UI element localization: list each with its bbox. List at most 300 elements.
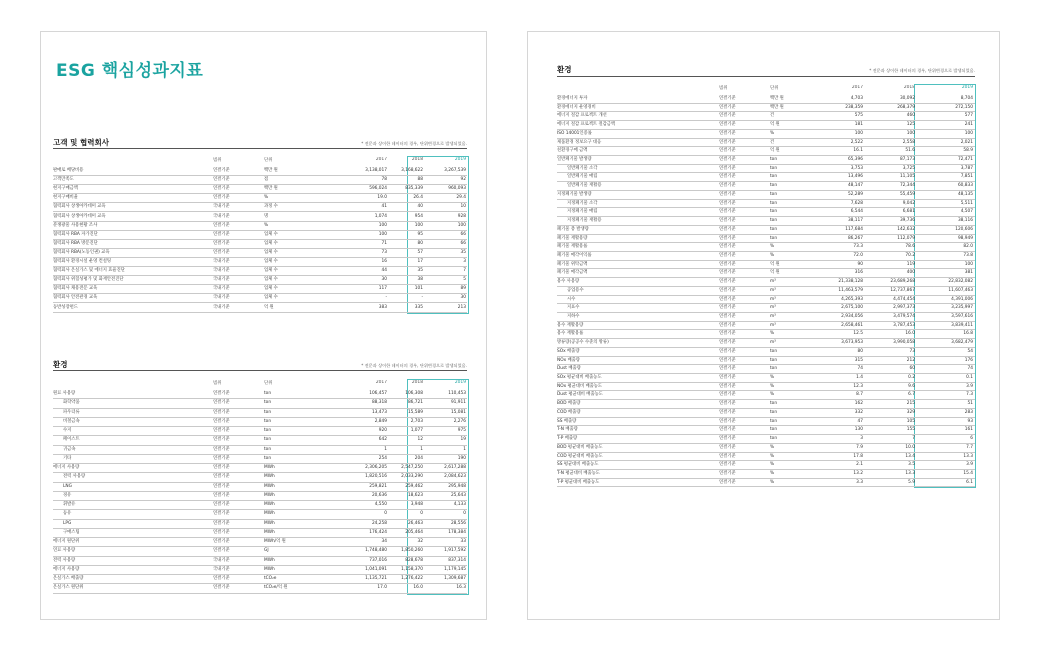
row-value-2017: 596,024 bbox=[369, 186, 387, 192]
table-row bbox=[557, 391, 975, 400]
row-label: ISO 14001인증률 bbox=[557, 130, 592, 136]
header-scope: 범위 bbox=[719, 86, 728, 91]
row-value-2018: 335 bbox=[414, 304, 423, 310]
row-scope: 연결기준 bbox=[719, 226, 736, 232]
row-label: 폐기물 위탁금액 bbox=[557, 261, 588, 267]
row-value-2018: 57 bbox=[417, 249, 423, 255]
row-unit: 백만 원 bbox=[770, 104, 784, 110]
row-label: 환경에너지 투자 bbox=[557, 96, 588, 101]
row-scope: 연결기준 bbox=[213, 428, 230, 433]
row-label: 온실가스 배출량 bbox=[53, 576, 84, 581]
row-value-2017: 332 bbox=[854, 409, 863, 415]
header-2019: 2019 bbox=[961, 85, 973, 90]
row-scope: 연결기준 bbox=[719, 113, 736, 119]
row-unit: ton bbox=[770, 427, 778, 433]
row-value-2019: 92 bbox=[460, 177, 466, 183]
row-value-2018: 78.6 bbox=[905, 244, 915, 250]
row-scope: 연결기준 bbox=[213, 455, 230, 461]
row-unit: MWh bbox=[264, 557, 275, 563]
row-value-2018: 3,168,622 bbox=[401, 168, 423, 173]
row-scope: 연결기준 bbox=[719, 444, 736, 450]
row-unit: 명 bbox=[264, 213, 269, 219]
row-scope: 연결기준 bbox=[719, 470, 736, 476]
row-value-2019: 3,839,411 bbox=[951, 322, 973, 328]
row-value-2019: 5 bbox=[463, 277, 466, 283]
row-value-2017: 2,522 bbox=[850, 139, 863, 145]
table-row bbox=[557, 348, 975, 357]
row-value-2018: 7 bbox=[912, 436, 915, 442]
row-value-2017: - bbox=[385, 295, 387, 301]
row-value-2017: 86,267 bbox=[847, 235, 863, 241]
row-unit: 업체 수 bbox=[264, 268, 278, 274]
row-value-2019: 2,276 bbox=[453, 418, 466, 424]
row-value-2019: 98,949 bbox=[957, 235, 973, 241]
row-value-2018: 3,479,574 bbox=[893, 314, 915, 319]
row-value-2018: 400 bbox=[906, 270, 915, 276]
row-label: T-N 평균대비 배출농도 bbox=[557, 470, 600, 476]
table-row bbox=[53, 203, 467, 212]
row-value-2018: 73 bbox=[909, 348, 915, 354]
row-value-2018: 105 bbox=[906, 418, 915, 424]
row-label: COD 평균대비 배출농도 bbox=[557, 453, 603, 459]
table-row bbox=[53, 520, 467, 529]
row-scope: 국내기준 bbox=[213, 557, 230, 563]
row-unit: % bbox=[770, 383, 775, 389]
row-value-2019: 7.3 bbox=[966, 392, 973, 398]
row-value-2018: 80 bbox=[417, 240, 423, 246]
row-value-2017: 3,673,953 bbox=[841, 340, 863, 346]
row-scope: 연결기준 bbox=[719, 287, 736, 293]
row-label: T-P 배출량 bbox=[557, 436, 578, 442]
row-scope: 연결기준 bbox=[719, 331, 736, 337]
row-value-2019: 381 bbox=[964, 270, 973, 276]
row-value-2018: 6,681 bbox=[902, 209, 915, 215]
row-unit: 백만 원 bbox=[770, 96, 784, 101]
row-value-2017: 100 bbox=[854, 130, 863, 136]
row-value-2019: 66 bbox=[460, 240, 466, 246]
row-value-2019: 1,309,687 bbox=[444, 576, 466, 581]
row-label: 기타 bbox=[63, 455, 72, 461]
section-note: * 전문과 상이한 데이터의 경우, 단위변경으로 발생되었음. bbox=[869, 68, 975, 73]
row-value-2019: 4,507 bbox=[960, 209, 973, 215]
row-unit: MWh bbox=[264, 474, 275, 480]
row-value-2019: 16.3 bbox=[456, 585, 466, 591]
row-unit: % bbox=[770, 479, 775, 485]
row-value-2018: 112,079 bbox=[897, 235, 915, 241]
row-scope: 국내기준 bbox=[213, 295, 230, 301]
row-value-2017: 2,658,461 bbox=[841, 322, 863, 328]
row-label: Dust 배출량 bbox=[557, 366, 581, 372]
row-value-2017: 38,117 bbox=[847, 218, 863, 224]
row-unit: % bbox=[770, 375, 775, 381]
row-unit: 점 bbox=[264, 177, 269, 183]
table-row bbox=[557, 409, 975, 418]
row-value-2017: 19.0 bbox=[377, 195, 387, 201]
row-scope: 연결기준 bbox=[719, 157, 736, 163]
table-row bbox=[53, 418, 467, 427]
row-value-2019: 1,917,592 bbox=[444, 548, 466, 554]
header-2017: 2017 bbox=[375, 157, 387, 162]
row-value-2017: 1 bbox=[384, 446, 387, 452]
header-2018: 2018 bbox=[411, 157, 423, 162]
row-value-2019: 30 bbox=[460, 295, 466, 301]
row-value-2017: 100 bbox=[378, 222, 387, 228]
table-row bbox=[557, 339, 975, 348]
row-value-2019: 120,606 bbox=[955, 226, 973, 232]
row-value-2018: 205,464 bbox=[405, 529, 423, 535]
row-value-2018: 11,105 bbox=[899, 174, 915, 180]
row-label: 원료 사용량 bbox=[53, 391, 76, 396]
row-value-2019: 2,084,623 bbox=[444, 474, 466, 480]
row-label: 등유 bbox=[63, 511, 72, 517]
row-scope: 연결기준 bbox=[213, 177, 230, 183]
table-row bbox=[53, 575, 467, 584]
row-scope: 국내기준 bbox=[213, 268, 230, 274]
row-value-2019: 91,911 bbox=[450, 400, 466, 406]
row-value-2017: 3.3 bbox=[856, 479, 863, 485]
row-value-2017: 2.1 bbox=[856, 462, 863, 468]
table-row bbox=[53, 231, 467, 240]
row-unit: ton bbox=[770, 191, 778, 197]
row-value-2017: 4,265,393 bbox=[841, 296, 863, 302]
row-label: 전력 사용량 bbox=[63, 474, 86, 480]
header-scope: 범위 bbox=[213, 158, 222, 163]
row-label: 경유 bbox=[63, 492, 72, 498]
row-scope: 연결기준 bbox=[719, 165, 736, 171]
row-scope: 연결기준 bbox=[719, 418, 736, 424]
header-2019: 2019 bbox=[454, 380, 466, 385]
row-label: 파우더류 bbox=[63, 409, 80, 415]
row-value-2018: 3.5 bbox=[908, 462, 915, 468]
row-value-2019: 19 bbox=[460, 437, 466, 443]
header-2018: 2018 bbox=[411, 380, 423, 385]
row-value-2018: 119 bbox=[906, 261, 915, 267]
table-row bbox=[53, 409, 467, 418]
row-value-2018: 13.4 bbox=[905, 453, 915, 459]
row-scope: 연결기준 bbox=[719, 436, 736, 442]
row-label: 일반폐기물 재활용 bbox=[567, 183, 602, 189]
row-value-2018: 212 bbox=[906, 357, 915, 363]
row-scope: 연결기준 bbox=[213, 492, 230, 498]
row-label: BOD 평균대비 배출농도 bbox=[557, 444, 603, 450]
row-label: 협력회사 RBA 방문진단 bbox=[53, 240, 98, 246]
row-value-2018: 5.9 bbox=[908, 479, 915, 485]
row-value-2019: 29.4 bbox=[456, 195, 466, 201]
row-scope: 연결기준 bbox=[719, 270, 736, 276]
row-scope: 연결기준 bbox=[719, 148, 736, 154]
row-unit: MWh/억 원 bbox=[264, 539, 286, 544]
row-value-2018: 100 bbox=[906, 130, 915, 136]
row-value-2019: 74 bbox=[967, 366, 973, 372]
row-value-2019: 4,133 bbox=[453, 502, 466, 507]
row-value-2019: 241 bbox=[964, 122, 973, 128]
report-page-right bbox=[527, 31, 1000, 620]
row-value-2017: 74 bbox=[857, 366, 863, 372]
row-unit: 과정 수 bbox=[264, 204, 278, 210]
row-scope: 연결기준 bbox=[213, 409, 230, 415]
row-value-2017: 1,748,480 bbox=[365, 548, 387, 554]
report-page-left bbox=[40, 31, 487, 620]
row-unit: 억 원 bbox=[770, 261, 780, 267]
row-unit: ton bbox=[770, 401, 778, 407]
row-unit: 억 원 bbox=[770, 122, 780, 128]
row-unit: % bbox=[770, 470, 775, 476]
row-unit: % bbox=[770, 444, 775, 450]
row-value-2018: 835,339 bbox=[405, 186, 423, 192]
row-label: 귀금속 bbox=[63, 446, 76, 452]
table-row bbox=[557, 313, 975, 322]
row-scope: 연결기준 bbox=[719, 392, 736, 398]
row-label: 에너지 원단위 bbox=[53, 539, 80, 544]
row-label: 일반폐기물 매립 bbox=[567, 174, 598, 180]
table-row bbox=[557, 147, 975, 156]
row-scope: 연결기준 bbox=[213, 474, 230, 480]
table-row bbox=[557, 470, 975, 479]
row-label: 시수 bbox=[567, 296, 576, 302]
document-title: ESG 핵심성과지표 bbox=[56, 61, 204, 81]
table-row bbox=[557, 200, 975, 209]
table-row bbox=[557, 130, 975, 139]
table-row bbox=[53, 547, 467, 556]
row-label: 판매로 배당비용 bbox=[53, 168, 84, 173]
row-value-2017: 7.9 bbox=[856, 444, 863, 450]
row-value-2019: 3,235,997 bbox=[951, 305, 973, 311]
row-scope: 연결기준 bbox=[213, 231, 230, 237]
row-unit: % bbox=[264, 195, 269, 201]
row-label: 폐기물 재활용률 bbox=[557, 244, 588, 250]
row-scope: 연결기준 bbox=[719, 130, 736, 136]
row-value-2017: 3 bbox=[860, 436, 863, 442]
row-label: SS 배출량 bbox=[557, 418, 577, 424]
row-value-2017: 315 bbox=[854, 357, 863, 363]
table-row bbox=[557, 418, 975, 427]
table-row bbox=[557, 139, 975, 148]
row-value-2018: 9,042 bbox=[902, 200, 915, 206]
row-label: 수지 bbox=[63, 428, 72, 433]
row-scope: 연결기준 bbox=[213, 195, 230, 201]
row-label: 폐기물 매각금액 bbox=[557, 270, 588, 276]
row-value-2019: 100 bbox=[457, 222, 466, 228]
row-value-2018: 268,379 bbox=[897, 104, 915, 110]
header-unit: 단위 bbox=[264, 381, 273, 386]
table-header bbox=[53, 157, 467, 165]
row-unit: % bbox=[264, 222, 269, 228]
row-scope: 연결기준 bbox=[719, 244, 736, 250]
row-value-2017: 1,074 bbox=[374, 213, 387, 219]
row-value-2018: 1,850,260 bbox=[401, 548, 423, 554]
row-scope: 연결기준 bbox=[719, 348, 736, 354]
row-label: 폐기물 재활용량 bbox=[557, 235, 588, 241]
row-scope: 연결기준 bbox=[719, 96, 736, 101]
row-scope: 연결기준 bbox=[719, 453, 736, 459]
row-value-2017: 12.5 bbox=[853, 331, 863, 337]
table-row bbox=[557, 296, 975, 305]
row-unit: ton bbox=[264, 400, 272, 406]
row-value-2019: 15,081 bbox=[450, 409, 466, 415]
row-value-2019: 6 bbox=[970, 436, 973, 442]
row-value-2018: 142,632 bbox=[897, 226, 915, 232]
row-unit: MWh bbox=[264, 529, 275, 535]
row-value-2019: 3 bbox=[463, 259, 466, 264]
row-unit: MWh bbox=[264, 502, 275, 507]
row-label: SOx 배출량 bbox=[557, 348, 580, 354]
row-value-2017: 1.4 bbox=[856, 375, 863, 381]
row-value-2017: 12.3 bbox=[853, 383, 863, 389]
table-row bbox=[53, 529, 467, 538]
table-row bbox=[557, 243, 975, 252]
row-label: 지정폐기물 매립 bbox=[567, 209, 598, 215]
row-unit: m³ bbox=[770, 287, 776, 293]
row-scope: 연결기준 bbox=[213, 520, 230, 526]
row-scope: 국내기준 bbox=[213, 277, 230, 283]
row-unit: ton bbox=[770, 165, 778, 171]
table-row bbox=[53, 473, 467, 482]
row-label: 협력회사 위험성평가 및 화재안전진단 bbox=[53, 277, 124, 283]
row-scope: 연결기준 bbox=[719, 383, 736, 389]
row-value-2018: 86,721 bbox=[407, 400, 423, 406]
row-value-2019: 7.7 bbox=[966, 444, 973, 450]
row-unit: ton bbox=[264, 418, 272, 424]
row-label: 환경에너지 운영경비 bbox=[557, 104, 596, 110]
row-label: 방류량(공공수 수준의 방류) bbox=[557, 340, 609, 346]
row-unit: m³ bbox=[770, 322, 776, 328]
row-value-2017: 238,359 bbox=[845, 104, 863, 110]
table-row bbox=[53, 455, 467, 464]
row-label: 일반폐기물 발생량 bbox=[557, 157, 592, 163]
row-value-2019: 975 bbox=[457, 428, 466, 433]
row-unit: 업체 수 bbox=[264, 295, 278, 301]
row-label: 에너지 절감 프로젝트 절감금액 bbox=[557, 122, 616, 128]
row-scope: 연결기준 bbox=[719, 296, 736, 302]
row-label: 전력 사용량 bbox=[53, 557, 76, 563]
row-unit: MWh bbox=[264, 520, 275, 526]
row-value-2018: 12,737,867 bbox=[890, 287, 915, 293]
row-value-2017: 117 bbox=[378, 286, 387, 292]
row-value-2019: 28,556 bbox=[450, 520, 466, 526]
row-label: 비철금속 bbox=[63, 418, 80, 424]
row-value-2019: 3,682,479 bbox=[951, 340, 973, 346]
row-value-2019: 960,093 bbox=[448, 186, 466, 192]
table-row bbox=[53, 167, 467, 176]
section-note: * 전문과 상이한 데이터의 경우, 단위변경으로 발생되었음. bbox=[361, 141, 467, 146]
row-scope: 연결기준 bbox=[719, 261, 736, 267]
row-scope: 연결기준 bbox=[719, 479, 736, 485]
section-title: 환경 bbox=[557, 65, 572, 74]
row-value-2017: 259,821 bbox=[369, 483, 387, 489]
row-label: COD 배출량 bbox=[557, 409, 581, 415]
row-label: LNG bbox=[63, 483, 72, 489]
row-label: 에너지 절감 프로젝트 개선 bbox=[557, 113, 607, 119]
row-unit: m³ bbox=[770, 314, 776, 319]
table-row bbox=[53, 584, 467, 593]
table-row bbox=[557, 383, 975, 392]
table-row bbox=[53, 390, 467, 399]
row-label: BOD 배출량 bbox=[557, 401, 581, 407]
table-row bbox=[557, 182, 975, 191]
row-value-2017: 8.7 bbox=[856, 392, 863, 398]
row-scope: 연결기준 bbox=[719, 235, 736, 241]
row-value-2019: 25,643 bbox=[450, 492, 466, 498]
row-value-2017: 2,675,100 bbox=[841, 305, 863, 311]
row-value-2018: 6.7 bbox=[908, 392, 915, 398]
header-2017: 2017 bbox=[375, 380, 387, 385]
row-value-2018: 39,736 bbox=[899, 218, 915, 224]
row-value-2018: 101 bbox=[414, 286, 423, 292]
row-value-2018: 32 bbox=[417, 539, 423, 544]
row-label: 협력회사 상생아카데미 교육 bbox=[53, 204, 106, 210]
row-unit: 억 원 bbox=[264, 304, 274, 310]
row-value-2017: 44 bbox=[381, 268, 387, 274]
row-value-2019: 176 bbox=[964, 357, 973, 363]
row-label: 협력회사 안전관경 교육 bbox=[53, 295, 98, 301]
row-value-2018: 1,158,370 bbox=[401, 566, 423, 572]
row-label: 지정폐기물 발생량 bbox=[557, 191, 592, 197]
table-row bbox=[557, 400, 975, 409]
table-row bbox=[557, 208, 975, 217]
row-value-2019: 190 bbox=[457, 455, 466, 461]
section-divider bbox=[53, 148, 467, 149]
row-value-2019: 22,832,082 bbox=[948, 279, 973, 285]
table-row bbox=[557, 278, 975, 287]
row-scope: 연결기준 bbox=[719, 340, 736, 346]
row-unit: ton bbox=[770, 200, 778, 206]
row-label: 용수 사용량 bbox=[557, 279, 580, 285]
row-value-2017: 80 bbox=[857, 348, 863, 354]
row-unit: ton bbox=[770, 366, 778, 372]
row-value-2019: 837,314 bbox=[448, 557, 466, 563]
row-scope: 연결기준 bbox=[213, 249, 230, 255]
table-row bbox=[557, 365, 975, 374]
row-value-2019: 38,116 bbox=[957, 218, 973, 224]
row-unit: m³ bbox=[770, 340, 776, 346]
row-label: 협력회사 채용전문 교육 bbox=[53, 286, 98, 292]
table-row bbox=[557, 357, 975, 366]
row-value-2017: 1,135,721 bbox=[365, 576, 387, 581]
row-value-2018: 15,589 bbox=[407, 409, 423, 415]
row-label: 폐기물 매각이익률 bbox=[557, 252, 592, 258]
row-value-2019: 10 bbox=[460, 204, 466, 210]
row-value-2017: 2,849 bbox=[374, 418, 387, 424]
row-label: 협력회사 환경시설 운영 컨설팅 bbox=[53, 259, 112, 264]
row-value-2017: 3,138,017 bbox=[365, 168, 387, 173]
row-value-2018: 16.0 bbox=[905, 331, 915, 337]
row-label: 협력회사 상생아카데미 교육 bbox=[53, 213, 106, 219]
row-scope: 연결기준 bbox=[719, 366, 736, 372]
row-value-2018: 38 bbox=[417, 277, 423, 283]
row-unit: GJ bbox=[264, 548, 269, 554]
row-value-2017: 11,463,579 bbox=[838, 287, 863, 293]
table-row bbox=[557, 252, 975, 261]
row-value-2018: 17 bbox=[417, 259, 423, 264]
row-unit: 건 bbox=[770, 113, 775, 119]
table-row bbox=[53, 436, 467, 445]
row-unit: ton bbox=[770, 218, 778, 224]
row-unit: % bbox=[770, 462, 775, 468]
row-value-2019: 48,135 bbox=[957, 191, 973, 197]
row-value-2017: 130 bbox=[854, 427, 863, 433]
row-label: 제품환경 정보요구 대응 bbox=[557, 139, 602, 145]
row-value-2018: 72,344 bbox=[899, 183, 915, 189]
row-scope: 연결기준 bbox=[213, 418, 230, 424]
row-value-2018: 100 bbox=[414, 222, 423, 228]
row-value-2019: 161 bbox=[964, 427, 973, 433]
row-value-2017: 920 bbox=[378, 428, 387, 433]
row-scope: 연결기준 bbox=[719, 279, 736, 285]
row-scope: 연결기준 bbox=[213, 391, 230, 396]
row-label: 구매스팀 bbox=[63, 529, 80, 535]
row-value-2019: 178,384 bbox=[448, 529, 466, 535]
row-value-2018: 2,033,290 bbox=[401, 474, 423, 480]
